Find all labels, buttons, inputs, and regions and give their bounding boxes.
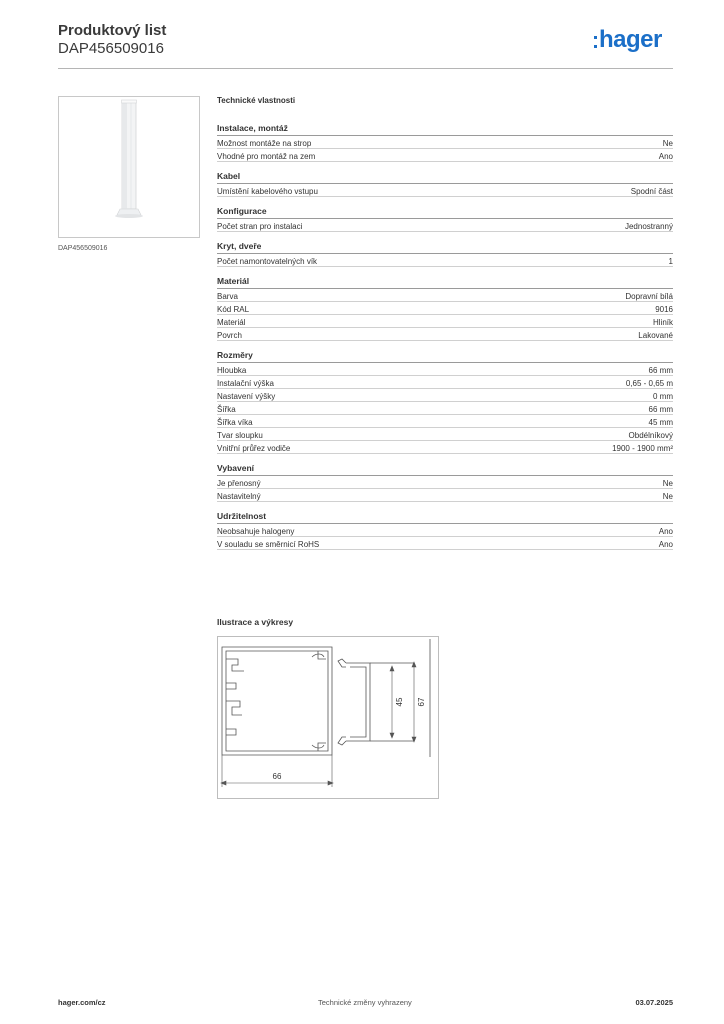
spec-value: Jednostranný bbox=[624, 222, 673, 231]
spec-value: Ano bbox=[658, 527, 673, 536]
spec-label: Vnitřní průřez vodiče bbox=[217, 444, 291, 453]
spec-label: Počet namontovatelných vík bbox=[217, 257, 318, 266]
product-image bbox=[58, 96, 200, 238]
spec-label: Kód RAL bbox=[217, 305, 250, 314]
spec-label: Barva bbox=[217, 292, 238, 301]
spec-row bbox=[217, 289, 673, 302]
technical-drawing bbox=[217, 636, 439, 799]
spec-row bbox=[217, 524, 673, 537]
illustrations-title: Ilustrace a výkresy bbox=[217, 617, 294, 627]
floor-column-icon bbox=[59, 97, 199, 237]
spec-value: 1900 - 1900 mm² bbox=[612, 444, 673, 453]
spec-label: Nastavení výšky bbox=[217, 392, 276, 401]
spec-value: 1 bbox=[668, 257, 673, 266]
spec-label: Nastavitelný bbox=[217, 492, 261, 501]
spec-label: Hloubka bbox=[217, 366, 247, 375]
spec-row bbox=[217, 136, 673, 149]
spec-group bbox=[217, 462, 673, 502]
logo-text: hager bbox=[599, 26, 662, 53]
spec-group-heading: Kabel bbox=[217, 170, 673, 184]
spec-row bbox=[217, 184, 673, 197]
spec-label: Šířka bbox=[217, 405, 236, 414]
spec-label: Šířka víka bbox=[217, 418, 253, 427]
spec-row bbox=[217, 149, 673, 162]
spec-group bbox=[217, 240, 673, 267]
spec-group-heading: Vybavení bbox=[217, 462, 673, 476]
logo-dots-icon bbox=[594, 36, 597, 48]
spec-label: Instalační výška bbox=[217, 379, 274, 388]
spec-row bbox=[217, 476, 673, 489]
hager-logo[interactable] bbox=[594, 26, 662, 54]
spec-value: Spodní část bbox=[630, 187, 673, 196]
spec-group-heading: Udržitelnost bbox=[217, 510, 673, 524]
spec-value: Ano bbox=[658, 540, 673, 549]
spec-group-heading: Materiál bbox=[217, 275, 673, 289]
spec-value: Lakované bbox=[638, 331, 673, 340]
footer-website-link[interactable]: hager.com/cz bbox=[58, 998, 106, 1007]
spec-row bbox=[217, 489, 673, 502]
spec-label: Materiál bbox=[217, 318, 246, 327]
footer bbox=[58, 998, 673, 1010]
dimension-cover-label: 45 bbox=[395, 697, 404, 707]
spec-group bbox=[217, 349, 673, 454]
spec-row bbox=[217, 219, 673, 232]
spec-row bbox=[217, 315, 673, 328]
product-code: DAP456509016 bbox=[58, 40, 164, 57]
spec-value: Dopravní bílá bbox=[625, 292, 673, 301]
spec-group-heading: Konfigurace bbox=[217, 205, 673, 219]
spec-row bbox=[217, 428, 673, 441]
spec-value: Ne bbox=[662, 492, 673, 501]
spec-row bbox=[217, 254, 673, 267]
footer-disclaimer: Technické změny vyhrazeny bbox=[318, 998, 412, 1007]
spec-group-heading: Kryt, dveře bbox=[217, 240, 673, 254]
spec-label: Počet stran pro instalaci bbox=[217, 222, 303, 231]
spec-row bbox=[217, 302, 673, 315]
spec-group bbox=[217, 205, 673, 232]
spec-value: Ano bbox=[658, 152, 673, 161]
spec-value: 0 mm bbox=[653, 392, 673, 401]
spec-value: 9016 bbox=[655, 305, 673, 314]
specs-title: Technické vlastnosti bbox=[217, 96, 296, 105]
spec-row bbox=[217, 363, 673, 376]
spec-label: V souladu se směrnicí RoHS bbox=[217, 540, 320, 549]
product-image-caption: DAP456509016 bbox=[58, 245, 108, 252]
spec-value: Ne bbox=[662, 139, 673, 148]
spec-label: Je přenosný bbox=[217, 479, 261, 488]
spec-row bbox=[217, 415, 673, 428]
spec-group bbox=[217, 170, 673, 197]
spec-value: Hliník bbox=[652, 318, 673, 327]
spec-value: 66 mm bbox=[648, 405, 673, 414]
spec-value: 66 mm bbox=[648, 366, 673, 375]
cross-section-icon bbox=[218, 637, 438, 798]
spec-row bbox=[217, 328, 673, 341]
spec-label: Tvar sloupku bbox=[217, 431, 263, 440]
spec-row bbox=[217, 441, 673, 454]
header-divider bbox=[58, 68, 673, 69]
dimension-width-label: 66 bbox=[272, 772, 282, 781]
spec-group-heading: Rozměry bbox=[217, 349, 673, 363]
footer-date: 03.07.2025 bbox=[635, 998, 673, 1007]
document-title: Produktový list bbox=[58, 22, 167, 39]
spec-group bbox=[217, 510, 673, 550]
spec-group bbox=[217, 122, 673, 162]
spec-label: Umístění kabelového vstupu bbox=[217, 187, 318, 196]
spec-row bbox=[217, 389, 673, 402]
spec-value: 45 mm bbox=[648, 418, 673, 427]
dimension-height-label: 67 bbox=[417, 697, 426, 707]
spec-group-heading: Instalace, montáž bbox=[217, 122, 673, 136]
spec-value: Obdélníkový bbox=[628, 431, 673, 440]
spec-label: Vhodné pro montáž na zem bbox=[217, 152, 316, 161]
spec-row bbox=[217, 537, 673, 550]
spec-group bbox=[217, 275, 673, 341]
spec-value: 0,65 - 0,65 m bbox=[625, 379, 673, 388]
spec-value: Ne bbox=[662, 479, 673, 488]
technical-specs bbox=[217, 96, 673, 558]
spec-label: Možnost montáže na strop bbox=[217, 139, 312, 148]
spec-label: Povrch bbox=[217, 331, 242, 340]
spec-label: Neobsahuje halogeny bbox=[217, 527, 295, 536]
header bbox=[58, 22, 166, 58]
spec-row bbox=[217, 376, 673, 389]
spec-row bbox=[217, 402, 673, 415]
